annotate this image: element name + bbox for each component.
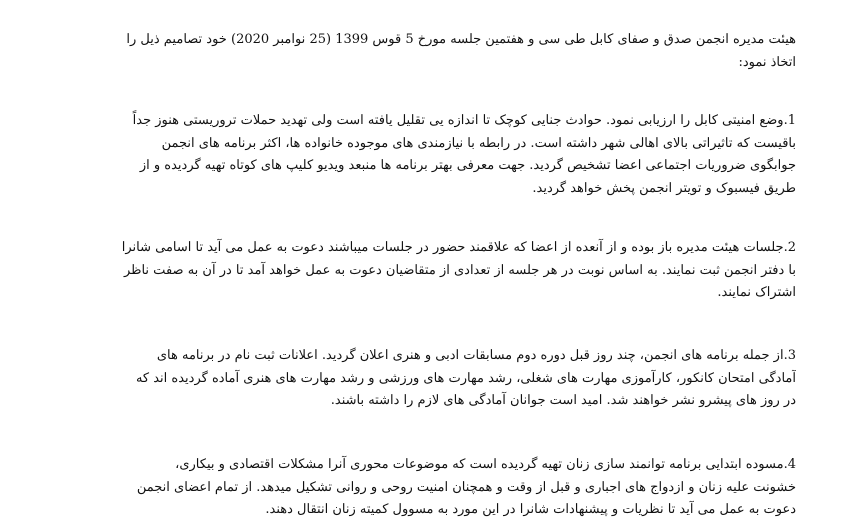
paragraph-line: آمادگی امتحان کانکور، کارآموزی مهارت های شغلی، رشد مهارت های ورزشی و رشد مهارت های هنری آماده گردیده اند که — [135, 370, 796, 386]
decision-paragraph-3 — [90, 345, 796, 413]
paragraph-line: با دفتر انجمن ثبت نمایند. به اساس نوبت در هر جلسه از تعدادی از متقاضیان دعوت به عمل خواهد آمد تا در آن به صفت ناظر — [123, 262, 796, 278]
intro-line: هیئت مدیره انجمن صدق و صفای کابل طی سی و هفتمین جلسه مورخ 5 قوس 1399 (25 نوامبر 2020) خود تصامیم ذیل را — [126, 32, 796, 47]
paragraph-line: 3.از جمله برنامه های انجمن، چند روز قبل دوره دوم مسابقات ادبی و هنری اعلان گردید. اعلانات ثبت نام در برنامه های — [156, 348, 796, 363]
decision-paragraph-2 — [90, 237, 796, 305]
paragraph-line: خشونت علیه زنان و ازدواج های اجباری و قبل از وقت و همچنان امنیت روحی و روانی تشکیل میدهد. از تمام اعضای انجمن — [136, 479, 796, 495]
paragraph-line: 2.جلسات هیئت مدیره باز بوده و از آنعده از اعضا که علاقمند حضور در جلسات میباشند دعوت به عمل می آید تا اسامی شانرا — [121, 240, 796, 255]
decision-paragraph-4 — [90, 454, 796, 522]
paragraph-line: باقیست که تاثیراتی بالای اهالی شهر داشته است. در رابطه با نیازمندی های موجوده خانواده ها، اکثر برنامه های انجمن — [161, 135, 796, 151]
intro-paragraph — [90, 29, 796, 74]
decision-paragraph-1 — [90, 110, 796, 200]
paragraph-line: جوابگوی ضروریات اجتماعی اعضا تشخیص گردید. جهت معرفی بهتر برنامه ها منبعد ویدیو کلیپ های کوتاه تهیه گردیده و از — [139, 158, 796, 173]
paragraph-line: 1.وضع امنیتی کابل را ارزیابی نمود. حوادث جنایی کوچک تا اندازه یی تقلیل یافته است ولی تهدید حملات تروریستی هنوز جداً — [132, 113, 796, 128]
paragraph-line: اشتراک نمایند. — [717, 285, 796, 300]
paragraph-line: دعوت به عمل می آید تا نظریات و پیشنهادات شانرا در این مورد به مسوول کمیته زنان انتقال دهند. — [265, 502, 796, 517]
page-top-edge — [0, 0, 864, 6]
intro-line: اتخاذ نمود: — [738, 54, 796, 70]
paragraph-line: در روز های پیشرو نشر خواهند شد. امید است جوانان آمادگی های لازم را داشته باشند. — [330, 393, 796, 408]
paragraph-line: 4.مسوده ابتدایی برنامه توانمند سازی زنان تهیه گردیده است که موضوعات محوری آنرا مشکلات اقتصادی و بیکاری، — [175, 457, 796, 472]
paragraph-line: طریق فیسبوک و تویتر انجمن پخش خواهد گردید. — [532, 180, 796, 196]
